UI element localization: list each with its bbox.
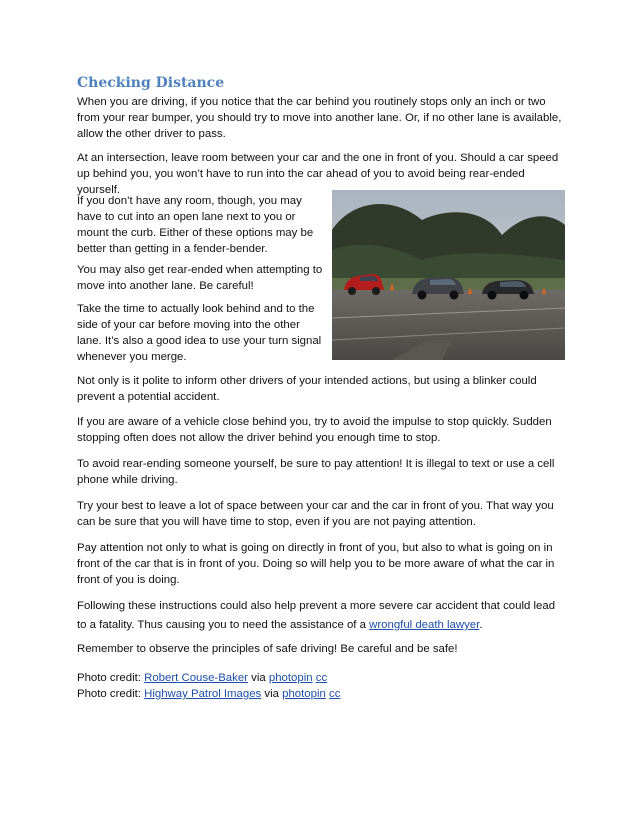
photo-credit-2-prefix: Photo credit:: [77, 688, 145, 700]
photo-credit-1-site-link[interactable]: photopin: [268, 672, 313, 684]
page-title: Checking Distance: [77, 75, 225, 91]
paragraph-11: [77, 597, 565, 635]
paragraph-8: To avoid rear-ending someone yourself, be sure to pay attention! It is illegal to text or use a cell phone while driving.: [77, 458, 555, 486]
paragraph-6: Not only is it polite to inform other drivers of your intended actions, but using a blinker could prevent a potential accident.: [77, 375, 537, 403]
photo-credit-2-author-link[interactable]: Highway Patrol Images: [144, 688, 262, 700]
photo-credit-2-via: via: [261, 688, 283, 700]
photo-credit-1-license-link[interactable]: cc: [315, 672, 328, 684]
paragraph-4: You may also get rear-ended when attempting to move into another lane. Be careful!: [77, 264, 323, 292]
paragraph-11-end: .: [479, 619, 483, 631]
paragraph-7: If you are aware of a vehicle close behind you, try to avoid the impulse to stop quickly. Sudden stopping often does not allow the driver behind you enough time to stop.: [77, 416, 552, 444]
photo-credit-1-via: via: [247, 672, 269, 684]
highway-photo-image: [332, 190, 565, 360]
paragraph-3: If you don’t have any room, though, you may have to cut into an open lane next to you or mount the curb. Either of these options may be better than getting in a fender-bender.: [77, 195, 314, 255]
photo-credit-1: [77, 670, 565, 686]
photo-credit-2-site-link[interactable]: photopin: [282, 688, 326, 700]
photo-credit-1-prefix: Photo credit:: [77, 672, 145, 684]
paragraph-2: At an intersection, leave room between your car and the one in front of you. Should a car speed up behind you, you won’t have to run into the car ahead of you to avoid being rear-ended yourself.: [77, 152, 559, 196]
highway-photo: [332, 190, 565, 360]
wrongful-death-lawyer-link[interactable]: wrongful death lawyer: [369, 619, 480, 631]
photo-credit-1-author-link[interactable]: Robert Couse-Baker: [144, 672, 248, 684]
paragraph-5: Take the time to actually look behind and to the side of your car before moving into the other lane. It’s also a good idea to use your turn signal whenever you merge.: [77, 303, 322, 363]
paragraph-11-text: Following these instructions could also help prevent a more severe car accident that could lead to a fatality. Thus causing you to need the assistance of a: [77, 600, 556, 631]
paragraph-12: Remember to observe the principles of safe driving! Be careful and be safe!: [77, 643, 458, 655]
paragraph-1: When you are driving, if you notice that the car behind you routinely stops only an inch or two from your rear bumper, you should try to move into another lane. Or, if no other lane is available, allow the other driver to pass.: [77, 96, 562, 140]
photo-credit-2-license-link[interactable]: cc: [329, 688, 341, 700]
paragraph-9: Try your best to leave a lot of space between your car and the car in front of you. That way you can be sure that you will have time to stop, even if you are not paying attention.: [77, 500, 554, 528]
photo-credit-2: [77, 686, 565, 702]
paragraph-10: Pay attention not only to what is going on directly in front of you, but also to what is going on in front of the car that is in front of you. Doing so will help you to be more aware of what the car in front of you is doing.: [77, 542, 555, 586]
